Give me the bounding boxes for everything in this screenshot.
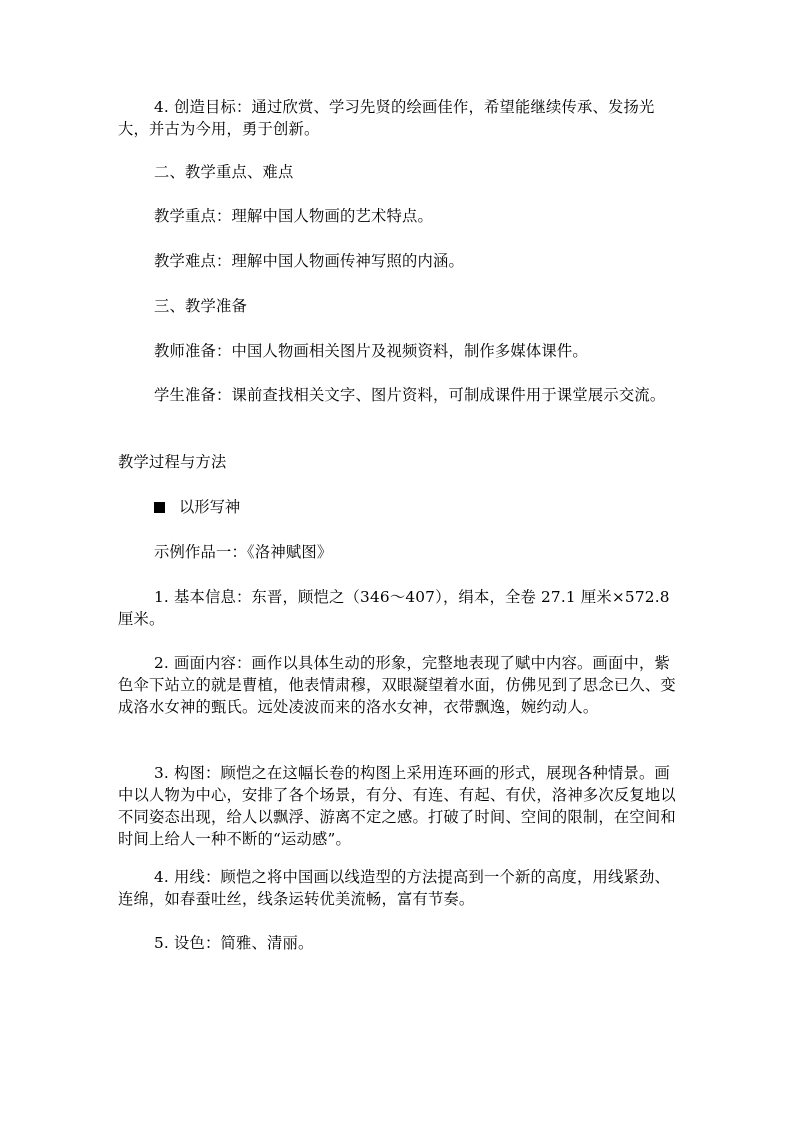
paragraph-line-use: 4. 用线：顾恺之将中国画以线造型的方法提高到一个新的高度，用线紧劲、连绵，如春蚕吐丝，线条运转优美流畅，富有节奏。: [118, 868, 670, 908]
paragraph-basic-info: 1. 基本信息：东晋，顾恺之（346～407），绢本，全卷 27.1 厘米×572.8 厘米。: [118, 588, 670, 628]
paragraph-teaching-focus: 教学重点：理解中国人物画的艺术特点。: [154, 207, 433, 225]
paragraph-composition: 3. 构图：顾恺之在这幅长卷的构图上采用连环画的形式，展现各种情景。画中以人物为中心，安排了各个场景，有分、有连、有起、有伏，洛神多次反复地以不同姿态出现，给人以飘浮、游离不定之感。打破了时间、空间的限制，在空间和时间上给人一种不断的“运动感”。: [118, 764, 676, 848]
bullet-item: [154, 496, 240, 518]
heading-key-points: 二、教学重点、难点: [154, 163, 294, 181]
paragraph-student-preparation: 学生准备：课前查找相关文字、图片资料，可制成课件用于课堂展示交流。: [154, 386, 666, 404]
paragraph-coloring: 5. 设色：简雅、清丽。: [154, 934, 314, 952]
heading-preparation: 三、教学准备: [154, 297, 247, 315]
section-title: 教学过程与方法: [118, 453, 227, 471]
paragraph-teaching-difficulty: 教学难点：理解中国人物画传神写照的内涵。: [154, 252, 464, 270]
paragraph-picture-content: 2. 画面内容：画作以具体生动的形象，完整地表现了赋中内容。画面中，紫色伞下站立的就是曹植，他表情肃穆，双眼凝望着水面，仿佛见到了思念已久、变成洛水女神的甄氏。远处凌波而来的洛水女神，衣带飘逸，婉约动人。: [118, 654, 676, 716]
paragraph-creative-goal: 4. 创造目标：通过欣赏、学习先贤的绘画佳作，希望能继续传承、发扬光大，并古为今用，勇于创新。: [118, 98, 655, 138]
square-bullet-icon: [154, 502, 165, 513]
paragraph-example-title: 示例作品一：《洛神赋图》: [154, 543, 333, 561]
bullet-label: 以形写神: [179, 498, 241, 516]
paragraph-teacher-preparation: 教师准备：中国人物画相关图片及视频资料，制作多媒体课件。: [154, 342, 588, 360]
